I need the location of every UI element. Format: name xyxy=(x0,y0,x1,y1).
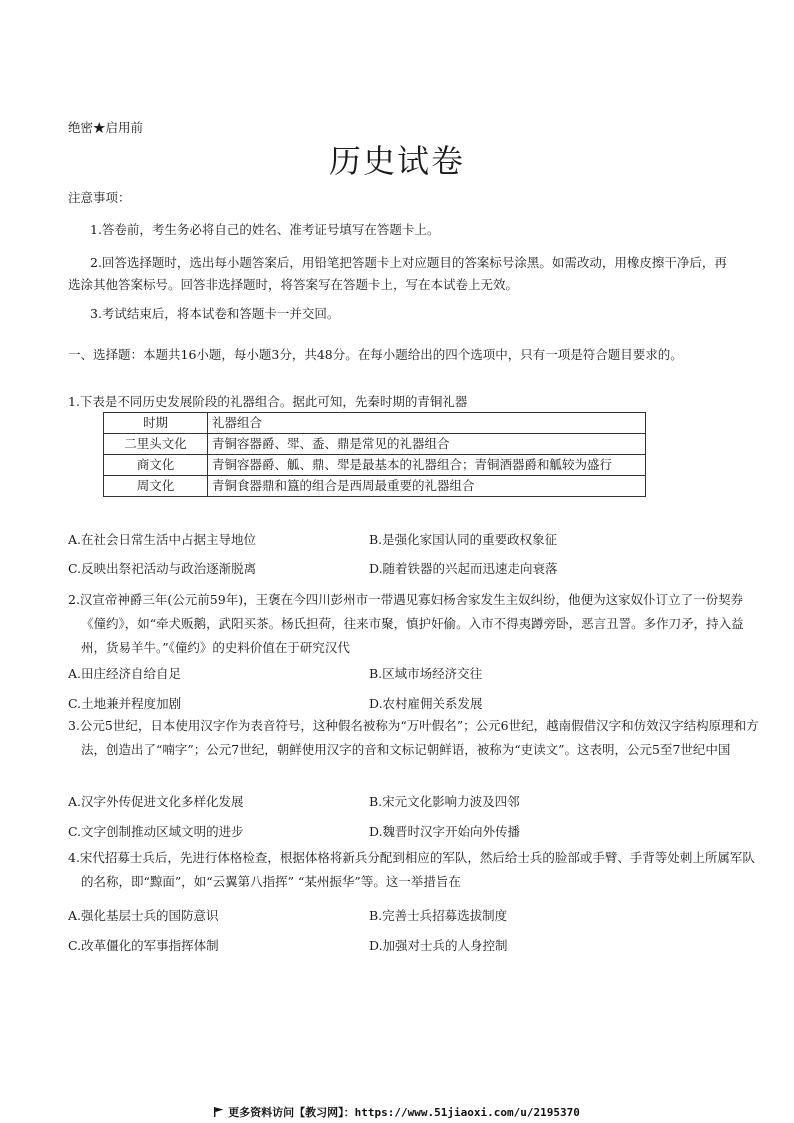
footer-link[interactable] xyxy=(0,1104,794,1120)
table-cell: 青铜食器鼎和簋的组合是西周最重要的礼器组合 xyxy=(208,476,646,497)
question-4-option-d: D.加强对士兵的人身控制 xyxy=(369,938,508,953)
notice-item-1: 1.答卷前，考生务必将自己的姓名、准考证号填写在答题卡上。 xyxy=(90,222,440,237)
question-3-option-a: A.汉字外传促进文化多样化发展 xyxy=(68,794,244,809)
table-cell: 周文化 xyxy=(104,476,208,497)
question-4-option-a: A.强化基层士兵的国防意识 xyxy=(68,908,219,923)
table-cell: 青铜容器爵、觚、鼎、斝是最基本的礼器组合；青铜酒器爵和觚较为盛行 xyxy=(208,455,646,476)
table-cell: 青铜容器爵、斝、盉、鼎是常见的礼器组合 xyxy=(208,434,646,455)
question-2-option-c: C.土地兼并程度加剧 xyxy=(68,696,182,711)
question-3-stem: 3.公元5世纪，日本使用汉字作为表音符号，这种假名被称为“万叶假名”；公元6世纪，越南假借汉字和仿效汉字结构原理和方法，创造出了“喃字”；公元7世纪，朝鲜使用汉字的音和文标记朝鲜语，被称为“吏读文”。这表明，公元5至7世纪中国 xyxy=(68,718,759,757)
table-cell: 二里头文化 xyxy=(104,434,208,455)
question-1-option-b: B.是强化家国认同的重要政权象征 xyxy=(369,532,558,547)
page-title: 历史试卷 xyxy=(328,142,465,180)
table-cell: 商文化 xyxy=(104,455,208,476)
question-1-option-a: A.在社会日常生活中占据主导地位 xyxy=(68,532,257,547)
question-2-option-b: B.区域市场经济交往 xyxy=(369,666,483,681)
question-1-option-d: D.随着铁器的兴起而迅速走向衰落 xyxy=(369,561,558,576)
notice-item-3: 3.考试结束后，将本试卷和答题卡一并交回。 xyxy=(90,306,340,321)
question-3-option-b: B.宋元文化影响力波及四邻 xyxy=(369,794,520,809)
footer-text: 更多资料访问【教习网】：https://www.51jiaoxi.com/u/2195370 xyxy=(228,1106,580,1119)
question-4-option-c: C.改革僵化的军事指挥体制 xyxy=(68,938,219,953)
confidential-mark: 绝密★启用前 xyxy=(68,120,144,135)
table-row xyxy=(104,455,646,476)
question-4-option-b: B.完善士兵招募选拔制度 xyxy=(369,908,508,923)
notice-item-2: 2.回答选择题时，选出每小题答案后，用铅笔把答题卡上对应题目的答案标号涂黑。如需改动，用橡皮擦干净后，再选涂其他答案标号。回答非选择题时，将答案写在答题卡上，写在本试卷上无效。 xyxy=(68,255,727,292)
table-row xyxy=(104,476,646,497)
question-3-option-d: D.魏晋时汉字开始向外传播 xyxy=(369,824,521,839)
notice-heading: 注意事项： xyxy=(68,190,131,205)
question-1-table xyxy=(103,412,646,497)
table-header-cell: 礼器组合 xyxy=(208,413,646,434)
question-2-option-a: A.田庄经济自给自足 xyxy=(68,666,182,681)
table-header-row xyxy=(104,413,646,434)
section-heading: 一、选择题：本题共16小题，每小题3分，共48分。在每小题给出的四个选项中，只有一项是符合题目要求的。 xyxy=(68,347,683,362)
table-row xyxy=(104,434,646,455)
table-header-cell: 时期 xyxy=(104,413,208,434)
question-1-option-c: C.反映出祭祀活动与政治逐渐脱离 xyxy=(68,561,257,576)
question-4-stem: 4.宋代招募士兵后，先进行体格检查，根据体格将新兵分配到相应的军队，然后给士兵的脸部或手臂、手背等处刺上所属军队的名称，即“黥面”，如“云翼第八指挥” “某州振华”等。这一举措旨在 xyxy=(68,850,755,889)
question-2-stem: 2.汉宣帝神爵三年(公元前59年)，王褒在今四川彭州市一带遇见寡妇杨舍家发生主奴纠纷，他便为这家奴仆订立了一份契券《僮约》，如“牵犬贩鹅，武阳买茶。杨氏担荷，往来市聚，慎护奸偷。入市不得夷蹲旁卧，恶言丑詈。多作刀矛，持入益州，货易羊牛。”《僮约》的史料价值在于研究汉代 xyxy=(68,592,744,655)
flag-icon xyxy=(214,1107,224,1117)
question-2-option-d: D.农村雇佣关系发展 xyxy=(369,696,483,711)
question-3-option-c: C.文字创制推动区域文明的进步 xyxy=(68,824,244,839)
question-1-stem: 1.下表是不同历史发展阶段的礼器组合。据此可知，先秦时期的青铜礼器 xyxy=(68,394,468,409)
